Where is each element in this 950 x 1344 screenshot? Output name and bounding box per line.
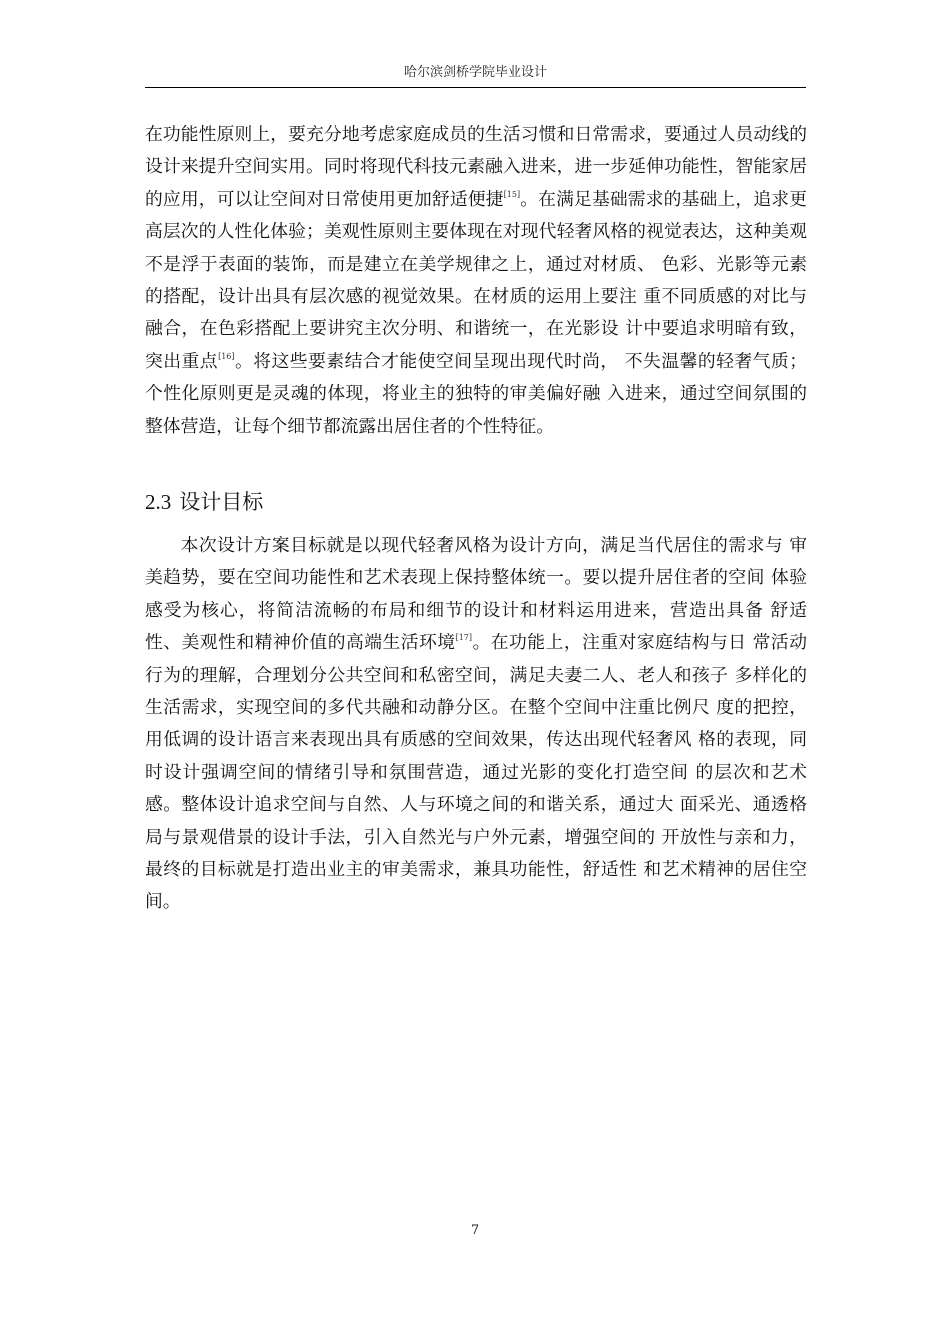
section-heading: [145, 486, 263, 518]
body-paragraph-2: [145, 530, 807, 919]
page-header: 哈尔滨剑桥学院毕业设计: [403, 65, 547, 80]
paragraph-1-text-part-3: 。将这些要素结合才能使空间呈现出现代时尚， 不失温馨的轻奢气质；个性化原则更是灵魂的体现，将业主的独特的审美偏好融 入进来，通过空间氛围的整体营造，让每个细节都流露出居住者的个性特征。: [145, 350, 807, 437]
paragraph-2-text-part-1: 本次设计方案目标就是以现代轻奢风格为设计方向，满足当代居住的需求与 审美趋势，要在空间功能性和艺术表现上保持整体统一。要以提升居住者的空间 体验感受为核心，将简洁流畅的布局和细节的设计和材料运用进来，营造出具备 舒适性、美观性和精神价值的高端生活环境: [145, 535, 807, 654]
header-divider: [145, 87, 806, 88]
paragraph-2-text-part-2: 。在功能上，注重对家庭结构与日 常活动行为的理解，合理划分公共空间和私密空间，满足夫妻二人、老人和孩子 多样化的生活需求，实现空间的多代共融和动静分区。在整个空间中注重比例尺 度的把控，用低调的设计语言来表现出具有质感的空间效果，传达出现代轻奢风 格的表现，同时设计强调空间的情绪引导和氛围营造，通过光影的变化打造空间 的层次和艺术感。整体设计追求空间与自然、人与环境之间的和谐关系，通过大 面采光、通透格局与景观借景的设计手法，引入自然光与户外元素，增强空间的 开放性与亲和力，最终的目标就是打造出业主的审美需求，兼具功能性，舒适性 和艺术精神的居住空间。: [145, 632, 807, 913]
section-title: 设计目标: [179, 490, 264, 514]
section-number: 2.3: [145, 490, 172, 514]
citation-15: [15]: [503, 189, 521, 199]
paragraph-1-text-part-1: 在功能性原则上，要充分地考虑家庭成员的生活习惯和日常需求，要通过人员动线的设计来提升空间实用。同时将现代科技元素融入进来，进一步延伸功能性，智能家居的应用，可以让空间对日常使用更加舒适便捷: [145, 124, 807, 210]
paragraph-1-text-part-2: 。在满足基础需求的基础上，追求更高层次的人性化体验；美观性原则主要体现在对现代轻奢风格的视觉表达，这种美观不是浮于表面的装饰，而是建立在美学规律之上，通过对材质、 色彩、光影等元素的搭配，设计出具有层次感的视觉效果。在材质的运用上要注 重不同质感的对比与融合，在色彩搭配上要讲究主次分明、和谐统一，在光影设 计中要追求明暗有致，突出重点: [145, 188, 807, 372]
citation-17: [17]: [455, 633, 472, 643]
citation-16: [16]: [218, 351, 235, 361]
body-paragraph-1: [145, 119, 807, 443]
page-number: 7: [470, 1223, 480, 1238]
